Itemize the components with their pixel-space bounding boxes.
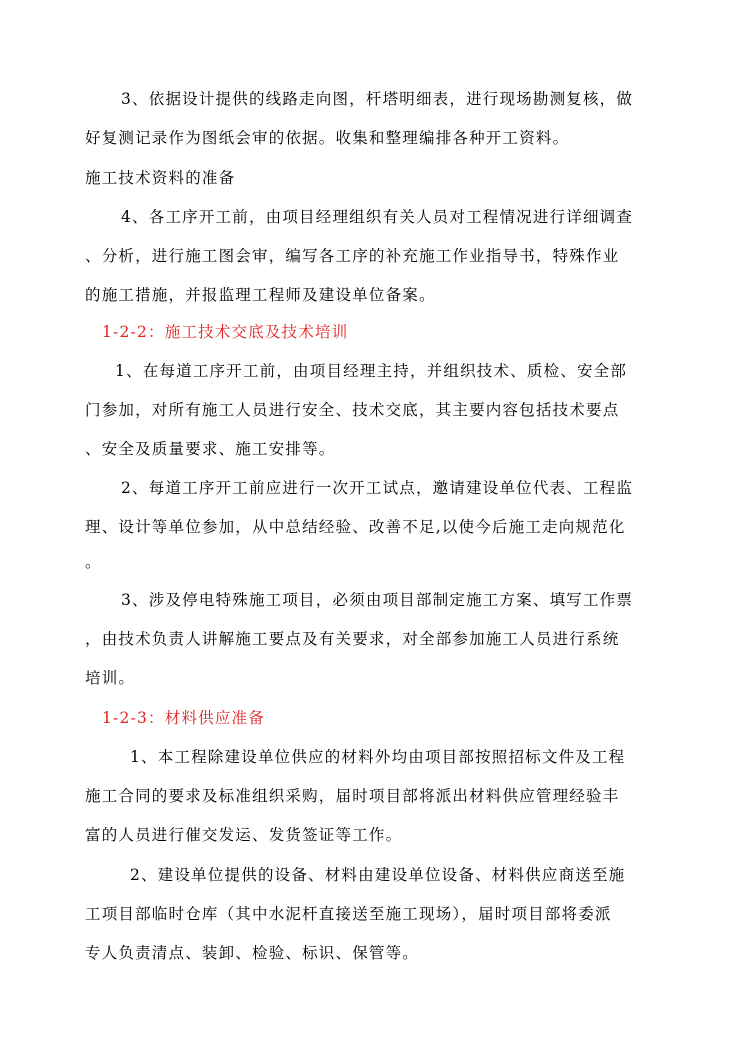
paragraph-122-2-line-3: 。	[85, 553, 102, 571]
paragraph-123-1-line-3: 富的人员进行催交发运、发货签证等工作。	[85, 826, 403, 844]
paragraph-122-3-line-3: 培训。	[85, 669, 136, 687]
paragraph-123-2-line-2: 工项目部临时仓库（其中水泥杆直接送至施工现场），届时项目部将委派	[85, 905, 612, 923]
paragraph-3-line-2: 好复测记录作为图纸会审的依据。收集和整理编排各种开工资料。	[85, 129, 570, 147]
paragraph-4-line-1: 4、各工序开工前，由项目经理组织有关人员对工程情况进行详细调查	[121, 208, 634, 226]
paragraph-123-2-line-1: 2、建设单位提供的设备、材料由建设单位设备、材料供应商送至施	[130, 866, 626, 884]
paragraph-122-2-line-2: 理、设计等单位参加，从中总结经验、改善不足,以使今后施工走向规范化	[85, 518, 626, 536]
paragraph-123-2-line-3: 专人负责清点、装卸、检验、标识、保管等。	[85, 944, 420, 962]
heading-1-2-3: 1-2-3：材料供应准备	[102, 709, 265, 727]
paragraph-122-2-line-1: 2、每道工序开工前应进行一次开工试点，邀请建设单位代表、工程监	[121, 479, 634, 497]
section-label-tech-materials: 施工技术资料的准备	[85, 169, 236, 187]
paragraph-122-1-line-1: 1、在每道工序开工前，由项目经理主持，并组织技术、质检、安全部	[115, 362, 628, 380]
paragraph-122-1-line-3: 、安全及质量要求、施工安排等。	[85, 440, 336, 458]
paragraph-3-line-1: 3、依据设计提供的线路走向图，杆塔明细表，进行现场勘测复核，做	[121, 90, 634, 108]
paragraph-4-line-3: 的施工措施，并报监理工程师及建设单位备案。	[85, 286, 436, 304]
paragraph-122-3-line-2: ，由技术负责人讲解施工要点及有关要求，对全部参加施工人员进行系统	[85, 630, 620, 648]
paragraph-122-3-line-1: 3、涉及停电特殊施工项目，必须由项目部制定施工方案、填写工作票	[121, 591, 634, 609]
paragraph-122-1-line-2: 门参加，对所有施工人员进行安全、技术交底，其主要内容包括技术要点	[85, 401, 620, 419]
heading-1-2-2: 1-2-2：施工技术交底及技术培训	[102, 323, 349, 341]
paragraph-123-1-line-1: 1、本工程除建设单位供应的材料外均由项目部按照招标文件及工程	[130, 748, 626, 766]
paragraph-123-1-line-2: 施工合同的要求及标准组织采购，届时项目部将派出材料供应管理经验丰	[85, 787, 620, 805]
paragraph-4-line-2: 、分析，进行施工图会审，编写各工序的补充施工作业指导书，特殊作业	[85, 247, 620, 265]
